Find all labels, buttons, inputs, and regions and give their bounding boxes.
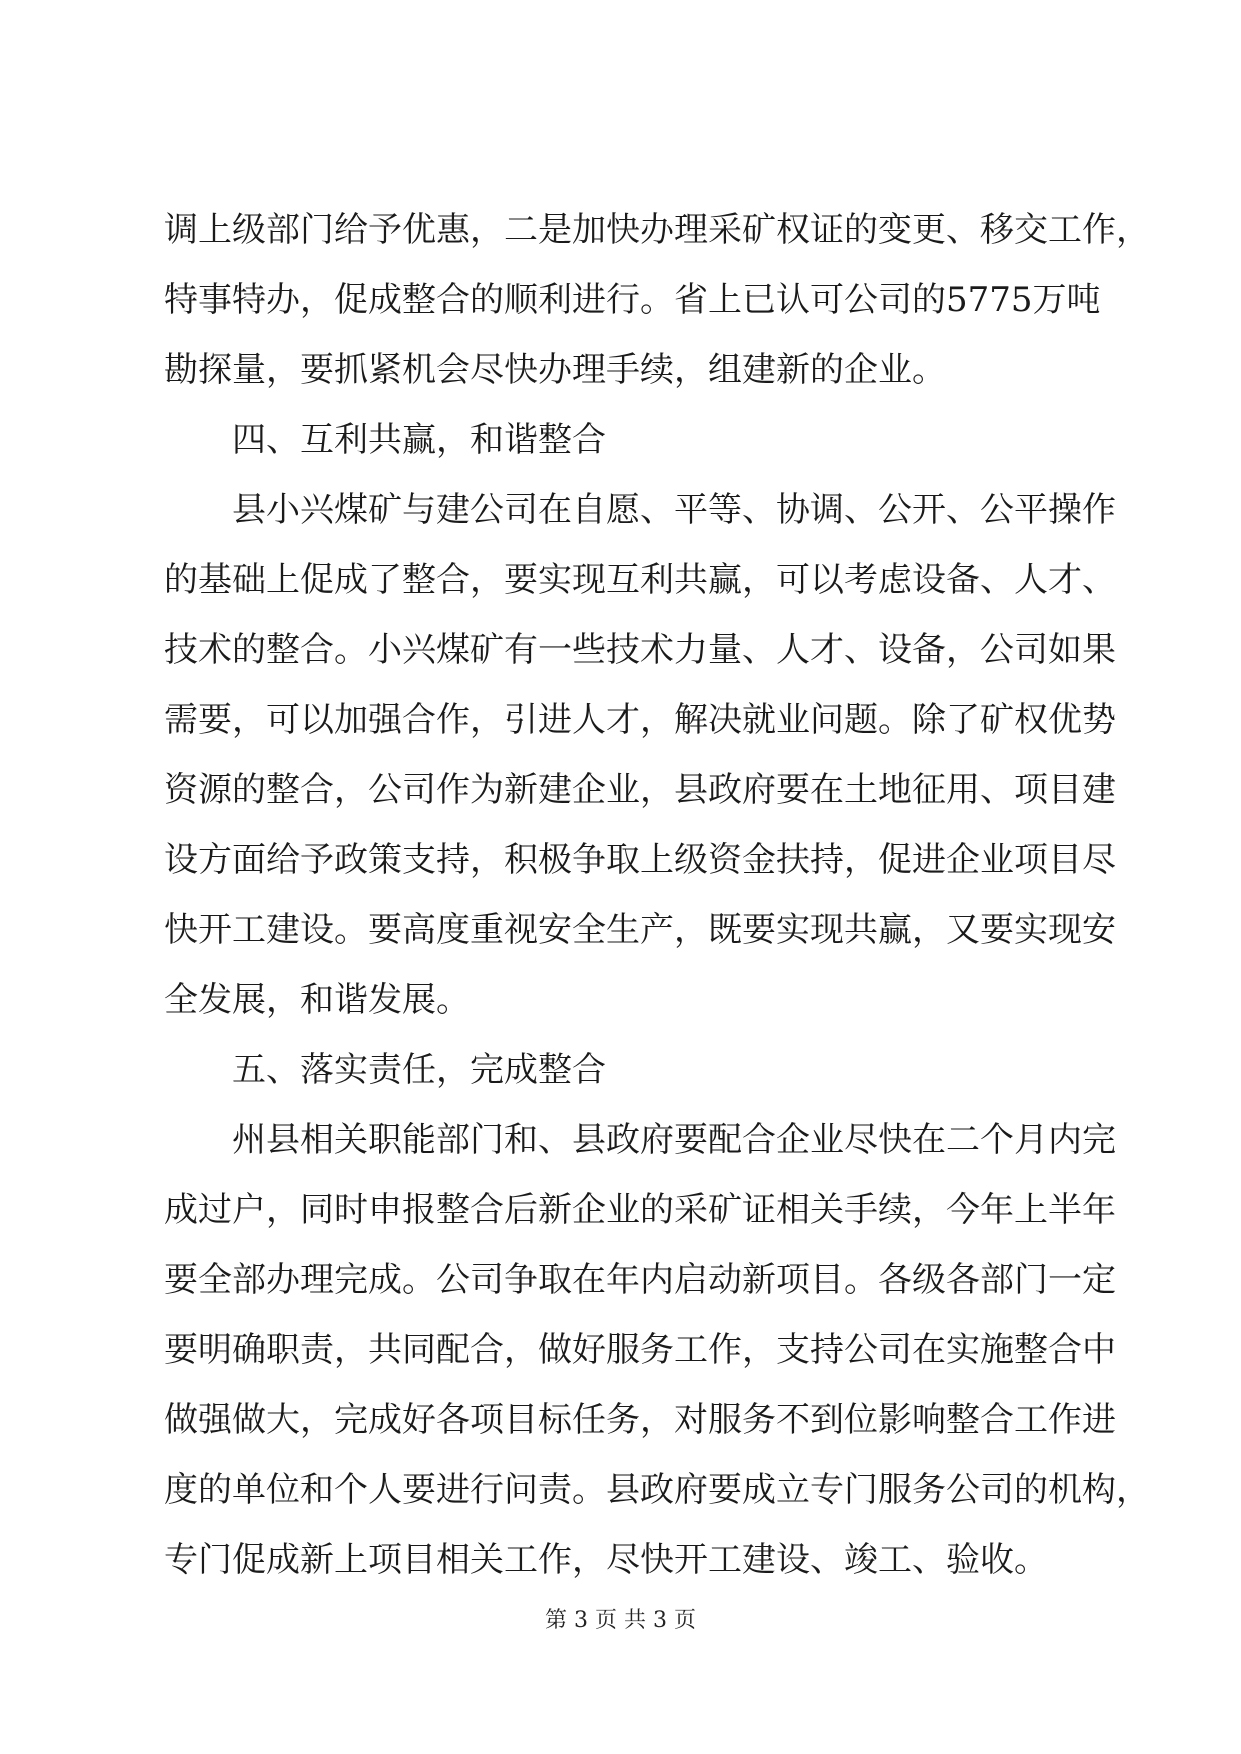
document-text-line: 要全部办理完成。公司争取在年内启动新项目。各级各部门一定 [164, 1260, 1116, 1300]
document-text-line: 的基础上促成了整合，要实现互利共赢，可以考虑设备、人才、 [164, 560, 1116, 600]
document-text-line: 度的单位和个人要进行问责。县政府要成立专门服务公司的机构， [164, 1470, 1150, 1510]
document-body [164, 195, 1150, 1595]
document-text-line: 县小兴煤矿与建公司在自愿、平等、协调、公开、公平操作 [232, 490, 1116, 530]
page-footer: 第 3 页 共 3 页 [545, 1608, 696, 1633]
document-text-line: 需要，可以加强合作，引进人才，解决就业问题。除了矿权优势 [164, 700, 1116, 740]
document-text-line: 特事特办，促成整合的顺利进行。省上已认可公司的5775万吨 [164, 280, 1101, 320]
document-text-line: 快开工建设。要高度重视安全生产，既要实现共赢，又要实现安 [164, 910, 1116, 950]
document-text-line: 勘探量，要抓紧机会尽快办理手续，组建新的企业。 [164, 350, 946, 390]
document-text-line: 要明确职责，共同配合，做好服务工作，支持公司在实施整合中 [164, 1330, 1116, 1370]
document-text-line: 调上级部门给予优惠，二是加快办理采矿权证的变更、移交工作， [164, 210, 1150, 250]
document-text-line: 资源的整合，公司作为新建企业，县政府要在土地征用、项目建 [164, 770, 1116, 810]
document-text-line: 做强做大，完成好各项目标任务，对服务不到位影响整合工作进 [164, 1400, 1116, 1440]
document-text-line: 专门促成新上项目相关工作，尽快开工建设、竣工、验收。 [164, 1540, 1048, 1580]
document-text-line: 技术的整合。小兴煤矿有一些技术力量、人才、设备，公司如果 [164, 630, 1116, 670]
document-text-line: 设方面给予政策支持，积极争取上级资金扶持，促进企业项目尽 [164, 840, 1116, 880]
document-text-line: 州县相关职能部门和、县政府要配合企业尽快在二个月内完 [232, 1120, 1116, 1160]
document-text-line: 全发展，和谐发展。 [164, 980, 470, 1020]
document-text-line: 成过户，同时申报整合后新企业的采矿证相关手续，今年上半年 [164, 1190, 1116, 1230]
document-text-line: 五、落实责任，完成整合 [232, 1050, 606, 1090]
document-text-line: 四、互利共赢，和谐整合 [232, 420, 606, 460]
